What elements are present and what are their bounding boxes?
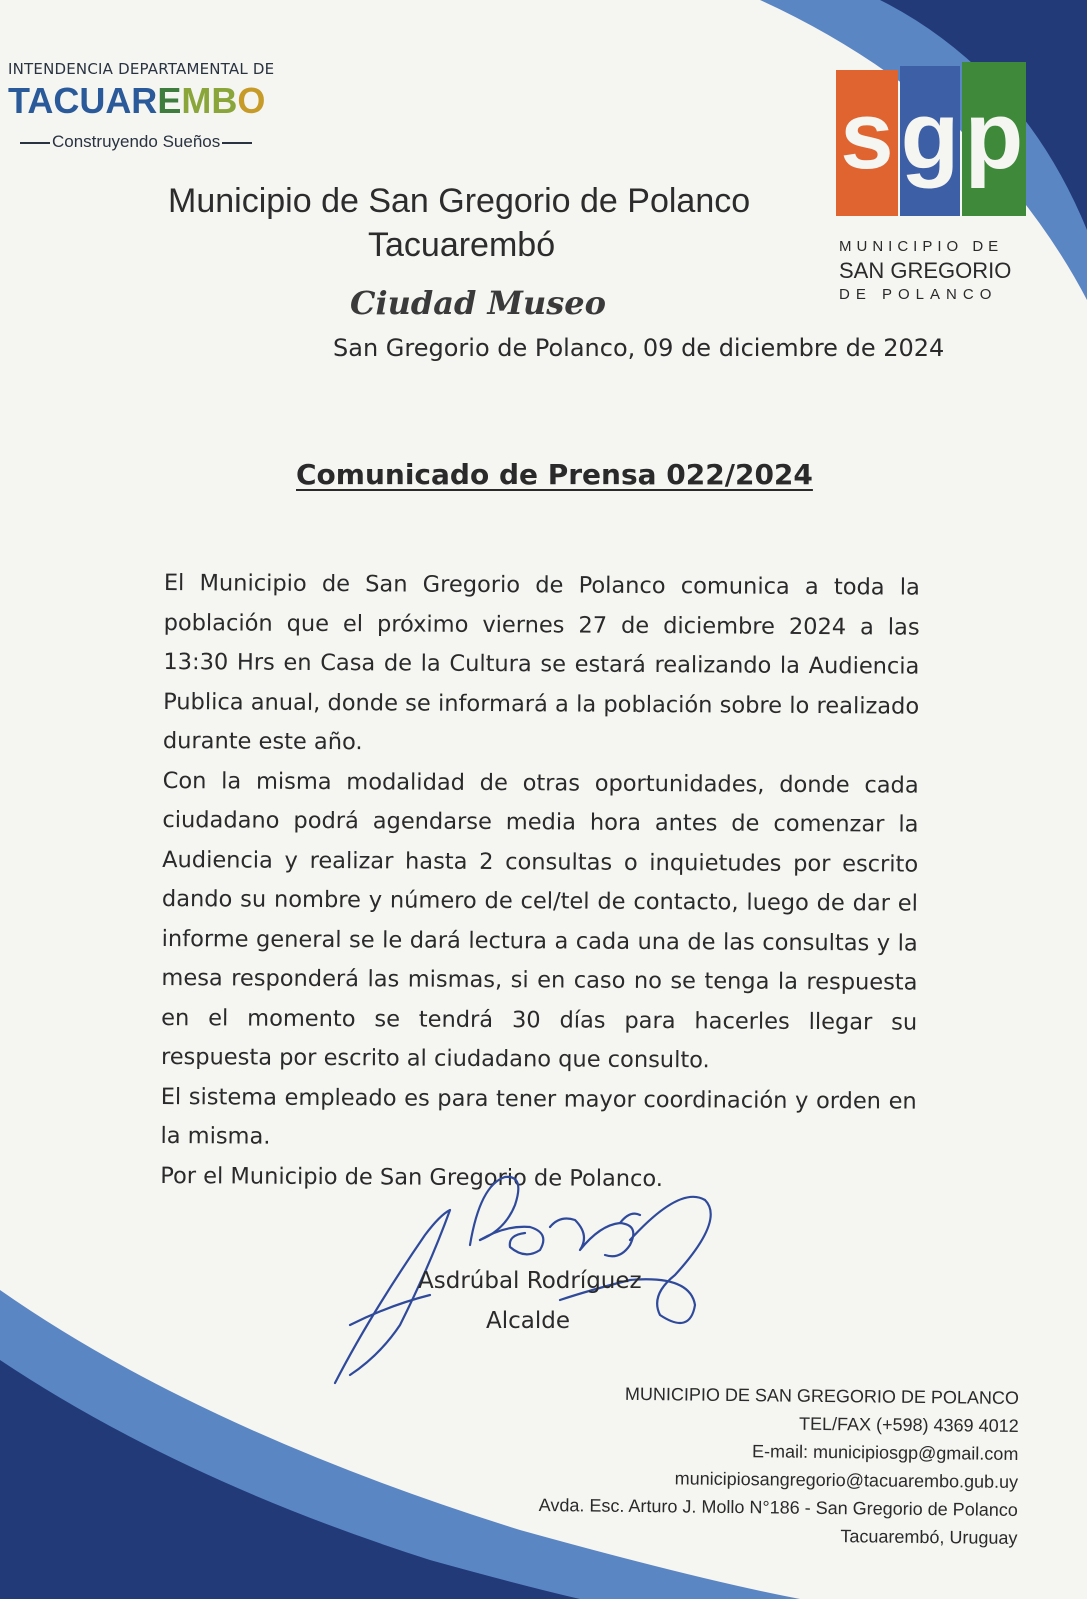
intendencia-slogan: Construyendo Sueños (18, 132, 254, 152)
tacuarembo-logo-wordmark (8, 80, 265, 122)
signer-name: Asdrúbal Rodríguez (418, 1268, 642, 1294)
sgp-letter-s: s (840, 82, 894, 189)
body-paragraph: El Municipio de San Gregorio de Polanco comunica a toda la población que el próximo viernes 27 de diciembre 2024 a las 13:30 Hrs en Casa de la Cultura se estará realizando la Audiencia Publica anual, donde se informará a la población sobre lo realizado durante este año. (162, 569, 920, 756)
sgp-letter-g: g (900, 82, 960, 189)
footer-email-secondary: municipiosangregorio@tacuarembo.gub.uy (674, 1468, 1019, 1492)
footer-email-primary: E-mail: municipiosgp@gmail.com (751, 1441, 1019, 1464)
body-paragraph: Por el Municipio de San Gregorio de Polanco. (160, 1162, 664, 1192)
sgp-logo (836, 56, 1026, 224)
footer-phone: TEL/FAX (+598) 4369 4012 (798, 1413, 1019, 1436)
document-title: Comunicado de Prensa 022/2024 (296, 458, 813, 491)
signer-role: Alcalde (486, 1308, 571, 1334)
document-body (160, 564, 920, 1201)
wordmark-part-4: O (237, 80, 266, 121)
contact-footer (538, 1379, 1019, 1552)
wordmark-part-1: TACUAR (8, 80, 158, 121)
municipio-subtitle: Tacuarembó (368, 226, 556, 264)
sgp-letter-p: p (964, 82, 1024, 189)
wordmark-part-2: E (157, 80, 182, 121)
sgp-caption-main: SAN GREGORIO (839, 258, 1012, 283)
footer-address: Avda. Esc. Arturo J. Mollo N°186 - San Gregorio de Polanco (538, 1494, 1018, 1520)
footer-city: Tacuarembó, Uruguay (840, 1526, 1018, 1548)
intendencia-label: INTENDENCIA DEPARTAMENTAL DE (8, 60, 275, 78)
sgp-caption-bottom: DE POLANCO (839, 286, 998, 303)
date-line: San Gregorio de Polanco, 09 de diciembre de 2024 (333, 334, 945, 362)
body-paragraph: Con la misma modalidad de otras oportunidades, donde cada ciudadano podrá agendarse media hora antes de comenzar la Audiencia y realizar hasta 2 consultas o inquietudes por escrito dando su nombre y número de cel/tel de contacto, luego de dar el informe general se le dará lectura a cada una de las consultas y la mesa responderá las mismas, si en caso no se tenga la respuesta en el momento se tendrá 30 días para hacerles llegar su respuesta por escrito al ciudadano que consulto. (160, 767, 919, 1074)
body-paragraph: El sistema empleado es para tener mayor coordinación y orden en la misma. (160, 1083, 917, 1150)
city-tagline: Ciudad Museo (350, 284, 606, 322)
sgp-caption-top: MUNICIPIO DE (839, 238, 1004, 255)
footer-org: MUNICIPIO DE SAN GREGORIO DE POLANCO (624, 1383, 1019, 1408)
wordmark-part-3: MB (181, 80, 238, 121)
municipio-title: Municipio de San Gregorio de Polanco (168, 182, 751, 220)
